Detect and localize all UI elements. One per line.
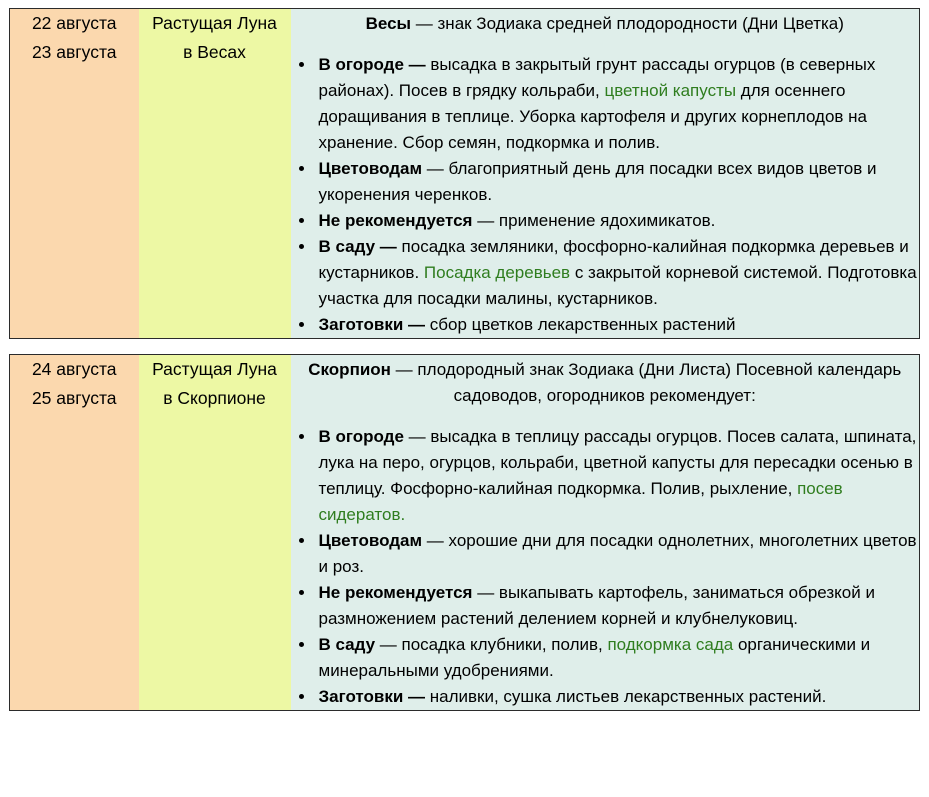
item-text: — применение ядохимикатов.: [472, 211, 716, 230]
recommendation-item: [316, 684, 920, 710]
date-line: 25 августа: [31, 388, 117, 408]
recommendation-item: [316, 52, 920, 156]
recommendations-cell: [291, 355, 920, 711]
date-line: 24 августа: [31, 359, 117, 379]
highlighted-green-text: цветной капусты: [604, 81, 737, 100]
item-text: — благоприятный день для посадки всех видов цветов и укоренения черенков.: [318, 159, 877, 204]
item-text: сбор цветков лекарственных растений: [429, 315, 736, 334]
highlighted-green-text: посев сидератов.: [318, 479, 843, 524]
date-line: 23 августа: [31, 42, 117, 62]
item-text: высадка в закрытый грунт рассады огурцов (в северных районах). Посев в грядку кольраби,: [318, 55, 876, 100]
moon-phase-cell: [139, 9, 291, 339]
zodiac-header: [291, 11, 920, 37]
moon-phase-line: в Весах: [183, 42, 246, 62]
moon-phase-cell: [139, 355, 291, 711]
calendar-row: [10, 355, 920, 711]
highlighted-green-text: подкормка сада: [607, 635, 734, 654]
item-text: — высадка в теплицу рассады огурцов. Посев салата, шпината, лука на перо, огурцов, кольраби, цветной капусты для пересадки осенью в теплицу. Фосфорно-калийная подкормка. Полив, рыхление,: [318, 427, 917, 498]
item-text: — знак Зодиака средней плодородности (Дни Цветка): [411, 14, 844, 33]
item-label: Заготовки —: [318, 687, 430, 706]
recommendation-list: [291, 52, 920, 338]
item-label: Цветоводам: [318, 159, 423, 178]
item-label: В огороде: [318, 427, 404, 446]
recommendation-item: [316, 424, 920, 528]
item-label: В огороде —: [318, 55, 431, 74]
date-cell: [10, 355, 139, 711]
recommendation-item: [316, 528, 920, 580]
item-label: Весы: [365, 14, 412, 33]
moon-phase-line: Растущая Луна: [152, 13, 277, 33]
item-text: органическими и минеральными удобрениями.: [318, 635, 871, 680]
recommendations-cell: [291, 9, 920, 339]
item-text: для осеннего доращивания в теплице. Уборка картофеля и других корнеплодов на хранение. Сбор семян, подкормка и полив.: [318, 81, 867, 152]
item-label: Не рекомендуется: [318, 583, 473, 602]
item-label: В саду —: [318, 237, 402, 256]
item-text: наливки, сушка листьев лекарственных растений.: [429, 687, 827, 706]
moon-phase-line: в Скорпионе: [163, 388, 266, 408]
calendar-block: [9, 354, 920, 711]
calendar-rows: [9, 8, 920, 711]
item-label: Не рекомендуется: [318, 211, 473, 230]
item-label: Скорпион: [308, 360, 391, 379]
recommendation-item: [316, 580, 920, 632]
item-text: — хорошие дни для посадки однолетних, многолетних цветов и роз.: [318, 531, 917, 576]
zodiac-header: [291, 357, 920, 409]
recommendation-item: [316, 156, 920, 208]
item-label: В саду: [318, 635, 376, 654]
item-text: — посадка клубники, полив,: [375, 635, 608, 654]
moon-phase-line: Растущая Луна: [152, 359, 277, 379]
item-text: посадка земляники, фосфорно-калийная подкормка деревьев и кустарников.: [318, 237, 909, 282]
recommendation-item: [316, 312, 920, 338]
recommendation-item: [316, 208, 920, 234]
calendar-row: [10, 9, 920, 339]
item-label: Цветоводам: [318, 531, 423, 550]
recommendation-list: [291, 424, 920, 710]
item-text: — плодородный знак Зодиака (Дни Листа) Посевной календарь садоводов, огородников рекомендует:: [390, 360, 902, 405]
date-cell: [10, 9, 139, 339]
date-line: 22 августа: [31, 13, 117, 33]
lunar-calendar-page: [9, 8, 920, 711]
highlighted-green-text: Посадка деревьев: [423, 263, 571, 282]
item-label: Заготовки —: [318, 315, 430, 334]
recommendation-item: [316, 632, 920, 684]
item-text: — выкапывать картофель, заниматься обрезкой и размножением растений делением корней и клубнелуковиц.: [318, 583, 875, 628]
calendar-block: [9, 8, 920, 339]
item-text: с закрытой корневой системой. Подготовка участка для посадки малины, кустарников.: [318, 263, 917, 308]
recommendation-item: [316, 234, 920, 312]
